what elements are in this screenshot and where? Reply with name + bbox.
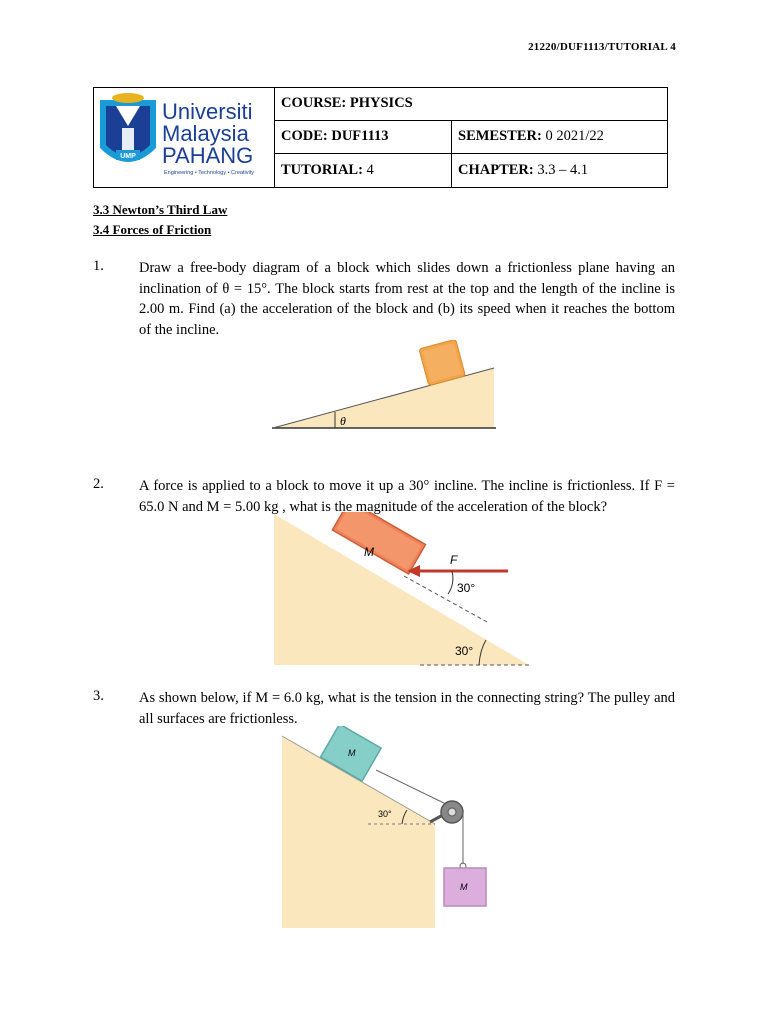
- document-reference: 21220/DUF1113/TUTORIAL 4: [528, 41, 676, 53]
- tutorial-label: TUTORIAL:: [281, 161, 363, 178]
- incline-block-m-label: M: [348, 748, 356, 758]
- course-header-table: [93, 87, 668, 188]
- semester-cell: [452, 120, 668, 153]
- hanging-block-m-label: M: [460, 882, 468, 892]
- block-m-label: M: [364, 545, 374, 559]
- logo-tagline: Engineering • Technology • Creativity: [164, 170, 254, 176]
- section-heading-newtons-third-law: 3.3 Newton’s Third Law: [93, 202, 228, 217]
- angle-30-label: 30°: [378, 809, 392, 819]
- semester-label: SEMESTER:: [458, 128, 542, 145]
- angle-theta-label: θ: [340, 414, 346, 428]
- university-logo-cell: [94, 88, 275, 188]
- chapter-label: CHAPTER:: [458, 161, 534, 178]
- question-1-text: Draw a free-body diagram of a block which slides down a frictionless plane having an inclination of θ = 15°. The block starts from rest at the top and the length of the incline is 2.00 m. Find (a) the acceleration of the block and (b) its speed when it reaches the bottom of the incline.: [139, 260, 675, 338]
- logo-line-3: PAHANG: [162, 143, 254, 168]
- chapter-cell: [452, 153, 668, 187]
- force-f-label: F: [450, 553, 458, 567]
- logo-badge: UMP: [120, 153, 136, 160]
- logo-line-2: Malaysia: [162, 121, 249, 146]
- code-cell: [275, 120, 452, 153]
- course-cell: [275, 88, 668, 121]
- question-3-number: 3.: [93, 688, 104, 704]
- university-logo: [94, 88, 274, 182]
- tutorial-cell: [275, 153, 452, 187]
- incline-angle-label: 30°: [455, 644, 474, 658]
- tutorial-value: 4: [362, 161, 374, 178]
- figure-1-incline: [270, 340, 500, 432]
- semester-value: 0 2021/22: [541, 128, 604, 145]
- question-2-text: A force is applied to a block to move it up a 30° incline. The incline is frictionless. If F = 65.0 N and M = 5.00 kg , what is the magnitude of the acceleration of the block?: [139, 478, 675, 515]
- question-2-number: 2.: [93, 476, 104, 492]
- chapter-value: 3.3 – 4.1: [533, 161, 589, 178]
- force-angle-label: 30°: [457, 581, 476, 595]
- code-label: CODE: DUF1113: [281, 128, 389, 145]
- figure-2-incline-force: [272, 512, 534, 668]
- figure-3-pulley-system: [280, 726, 495, 930]
- question-1-number: 1.: [93, 258, 104, 274]
- course-label: COURSE: PHYSICS: [281, 95, 413, 112]
- section-heading-forces-of-friction: 3.4 Forces of Friction: [93, 222, 212, 237]
- question-3-text: As shown below, if M = 6.0 kg, what is the tension in the connecting string? The pulley and all surfaces are frictionless.: [139, 690, 675, 727]
- logo-line-1: Universiti: [162, 99, 253, 124]
